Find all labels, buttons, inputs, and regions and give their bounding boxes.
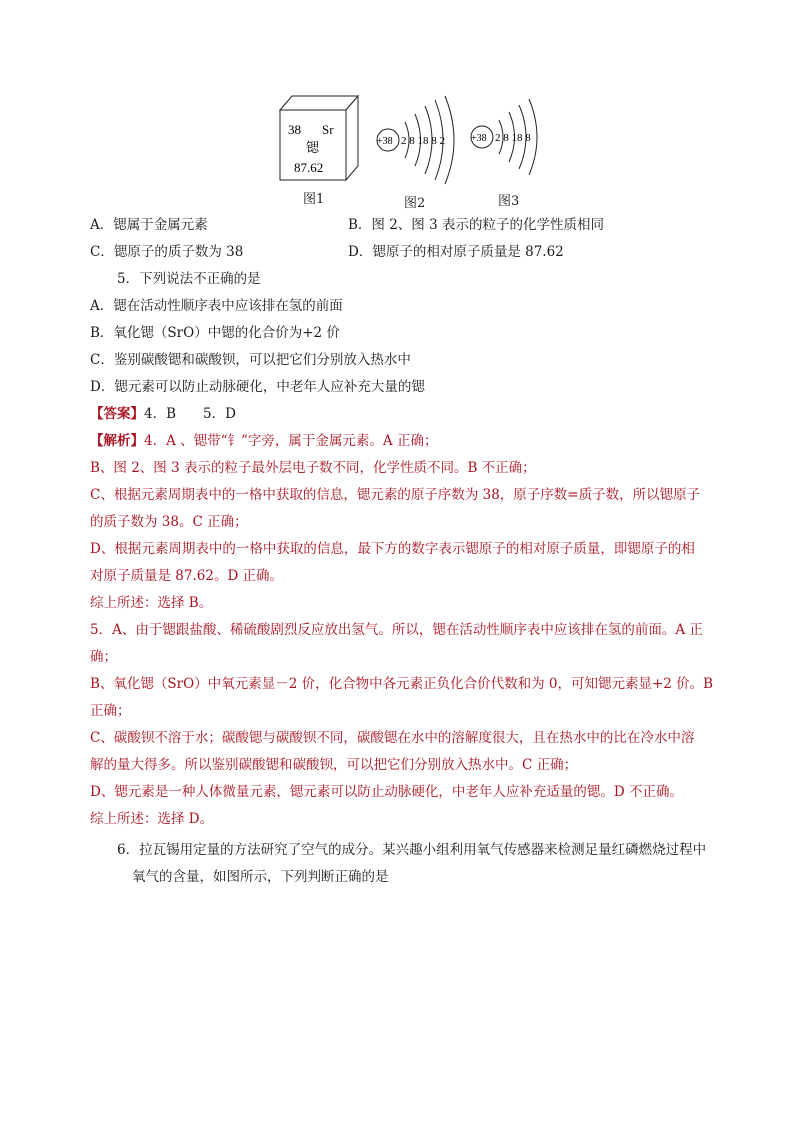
analysis-line-0	[90, 432, 437, 450]
analysis-line-3: 的质子数为 38。C 正确；	[90, 514, 248, 530]
analysis-text-0: 4．A 、锶带“钅”字旁，属于金属元素。A 正确；	[144, 433, 438, 449]
analysis-line-4: D、根据元素周期表中的一格中获取的信息，最下方的数字表示锶原子的相对原子质量，即锶原子的相	[90, 541, 695, 557]
analysis-line-2: C、根据元素周期表中的一格中获取的信息，锶元素的原子序数为 38，原子序数=质子数，所以锶原子	[90, 487, 701, 503]
periodic-cell-figure	[280, 96, 358, 180]
q4-option-a: A．锶属于金属元素	[90, 217, 208, 233]
q5-option-a: A．锶在活动性顺序表中应该排在氢的前面	[90, 298, 343, 314]
analysis-line-5: 对原子质量是 87.62。D 正确。	[90, 568, 284, 584]
q4-option-c: C．锶原子的质子数为 38	[90, 244, 244, 260]
q5-option-c: C．鉴别碳酸锶和碳酸钡，可以把它们分别放入热水中	[90, 352, 411, 368]
element-name: 锶	[306, 141, 320, 156]
analysis-line-6: 综上所述：选择 B。	[90, 595, 213, 611]
analysis-line-11: C、碳酸钡不溶于水；碳酸锶与碳酸钡不同，碳酸锶在水中的溶解度很大，且在热水中的比在冷水中溶	[90, 730, 695, 746]
answer-text: 4．B 5．D	[144, 406, 236, 422]
q5-option-d: D．锶元素可以防止动脉硬化，中老年人应补充大量的锶	[90, 379, 425, 395]
q4-option-d: D．锶原子的相对原子质量是 87.62	[348, 244, 564, 260]
analysis-line-1: B、图 2、图 3 表示的粒子最外层电子数不同，化学性质不同。B 不正确；	[90, 460, 536, 476]
analysis-line-14: 综上所述：选择 D。	[90, 811, 214, 827]
answer-line	[90, 405, 236, 423]
q5-stem: 5．下列说法不正确的是	[117, 271, 261, 287]
electron-shells-3: 2 8 18 8	[495, 132, 531, 144]
nucleus-charge-2: +38	[377, 136, 393, 147]
analysis-line-10: 正确；	[90, 703, 131, 719]
fig3-caption: 图3	[498, 194, 520, 209]
q6-line-1: 6．拉瓦锡用定量的方法研究了空气的成分。某兴趣小组利用氧气传感器来检测足量红磷燃烧过程中	[117, 842, 707, 858]
q6-line-2: 氧气的含量，如图所示，下列判断正确的是	[132, 869, 389, 885]
element-symbol: Sr	[322, 122, 334, 137]
nucleus-charge-3: +38	[471, 133, 487, 144]
fig1-caption: 图1	[303, 192, 325, 207]
analysis-line-9: B、氧化锶（SrO）中氧元素显－2 价，化合物中各元素正负化合价代数和为 0，可知锶元素显+2 价。B	[90, 676, 714, 692]
element-mass: 87.62	[294, 160, 324, 175]
analysis-line-13: D、锶元素是一种人体微量元素，锶元素可以防止动脉硬化，中老年人应补充适量的锶。D 不正确。	[90, 784, 683, 800]
analysis-line-7: 5．A、由于锶跟盐酸、稀硫酸剧烈反应放出氢气。所以，锶在活动性顺序表中应该排在氢的前面。A 正	[90, 622, 703, 638]
fig2-caption: 图2	[404, 196, 426, 211]
atom-structure-figure-3	[471, 99, 537, 175]
analysis-label: 【解析】	[90, 433, 144, 449]
q4-option-b: B．图 2、图 3 表示的粒子的化学性质相同	[348, 217, 604, 233]
figures-row	[270, 92, 570, 212]
atom-structure-figure-2	[377, 96, 454, 184]
analysis-line-12: 解的量大得多。所以鉴别碳酸锶和碳酸钡，可以把它们分别放入热水中。C 正确；	[90, 757, 578, 773]
answer-label: 【答案】	[90, 406, 144, 422]
element-number: 38	[288, 122, 301, 137]
analysis-line-8: 确；	[90, 649, 117, 665]
q5-option-b: B．氧化锶（SrO）中锶的化合价为+2 价	[90, 325, 340, 341]
electron-shells-2: 2 8 18 8 2	[401, 135, 445, 147]
